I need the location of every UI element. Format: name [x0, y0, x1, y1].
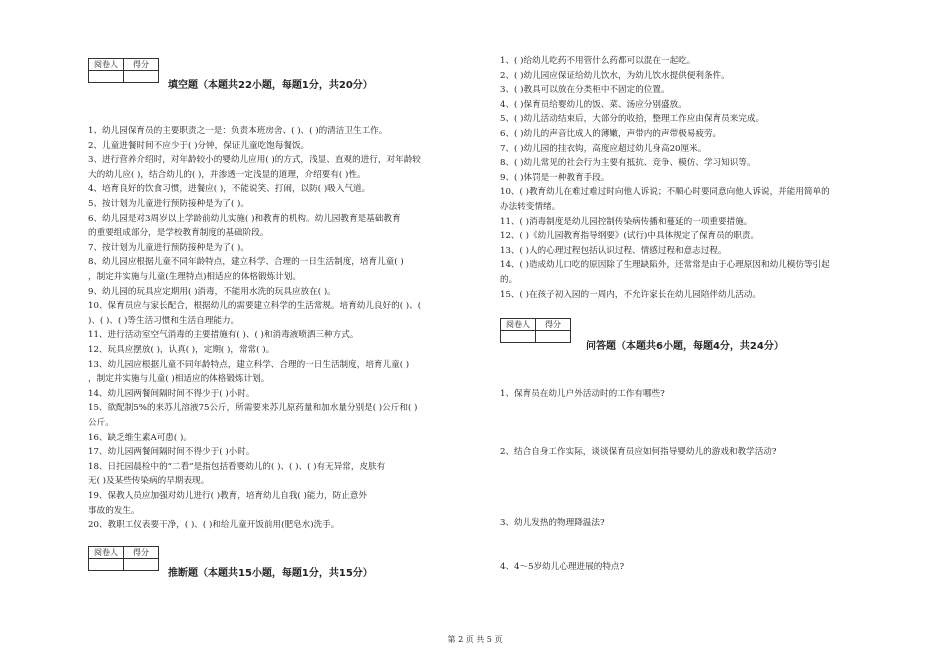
fill-section-title: 填空题（本题共22小题，每题1分，共20分） [168, 80, 373, 91]
question-line: 13、( )人的心理过程包括认识过程、情感过程和意志过程。 [500, 245, 727, 256]
grader-label: 阅卷人 [89, 547, 124, 559]
page-footer: 第 2 页 共 5 页 [447, 635, 503, 644]
question-line: 12、玩具应摆放( )，认真( )，定期( )，常常( )。 [88, 345, 275, 355]
question-line: 14、( )造成幼儿口吃的原因除了生理缺陷外，还常常是由于心理原因和幼儿模仿等引起 [500, 260, 830, 271]
question-line: 15、欲配制5%的来苏儿溶液75公斤，所需要来苏儿原药量和加水量分别是( )公斤和( ) [88, 403, 418, 414]
grader-label: 阅卷人 [501, 319, 536, 331]
question-line: 办法转变情绪。 [500, 202, 561, 212]
score-cell [124, 559, 159, 571]
question-line: 10、( )教育幼儿在难过难过时向他人诉说；不顺心时要同意向他人诉说，并能用简单的 [500, 187, 830, 198]
question-line: 3、( )教具可以放在分类柜中不固定的位置。 [500, 85, 670, 96]
question-line: 8、幼儿园应根据儿童不同年龄特点，建立科学、合理的一日生活制度，培育儿童( ) [88, 257, 404, 268]
question-line: 4、( )保育员给婴幼儿的饭、菜、汤应分别盛放。 [500, 99, 687, 110]
grader-cell [89, 71, 124, 83]
question-line: 2、儿童进餐时间不应少于( )分钟，保证儿童吃饱每餐饭。 [88, 140, 310, 151]
question-line: 16、缺乏维生素A可患( )。 [88, 432, 192, 443]
judge-section-title: 推断题（本题共15小题，每题1分，共15分） [168, 568, 373, 579]
judge-score-box [88, 546, 159, 571]
question-line: 的重要组成部分，是学校教育制度的基础阶段。 [88, 228, 269, 239]
qa-question: 2、结合自身工作实际，谈谈保育员应如何指导婴幼儿的游戏和教学活动? [500, 447, 777, 457]
question-line: 18、日托园晨检中的“二看”是指包括看婴幼儿的( )、( )、( )有无异常，皮肤有 [88, 461, 386, 472]
score-cell [536, 331, 571, 343]
grader-label: 阅卷人 [89, 59, 124, 71]
question-line: 8、( )幼儿常见的社会行为主要有抵抗、竞争、模仿、学习知识等。 [500, 158, 756, 169]
question-line: 5、( )幼儿活动结束后，大部分的收拾，整理工作应由保育员来完成。 [500, 114, 765, 125]
question-line: 事故的发生。 [88, 505, 140, 516]
question-line: ，制定并实施与儿童( )相适应的体格锻炼计划。 [88, 374, 270, 385]
qa-section-title: 问答题（本题共6小题，每题4分，共24分） [586, 341, 784, 352]
question-line: 17、幼儿园两餐间隔时间不得少于( )小时。 [88, 447, 255, 458]
question-line: 9、( )体罚是一种教育手段。 [500, 172, 610, 183]
question-line: ，制定并实施与儿童(生理特点)相适应的体格锻炼计划。 [88, 272, 301, 282]
question-line: 14、幼儿园两餐间隔时间不得少于( )小时。 [88, 388, 255, 399]
question-line: 5、按计划为儿童进行预防接种是为了( )。 [88, 199, 249, 209]
question-line: 9、幼儿园的玩具应定期用( )消毒，不能用水洗的玩具应放在( )。 [88, 286, 336, 297]
qa-score-box [500, 318, 571, 343]
question-line: 12、( )《幼儿园教育指导纲要》(试行)中具体规定了保育员的职责。 [500, 231, 760, 242]
question-line: 11、( )消毒制度是幼儿园控制传染病传播和蔓延的一项重要措施。 [500, 216, 753, 227]
qa-question: 3、幼儿发热的物理降温法? [500, 518, 605, 528]
question-line: 7、按计划为儿童进行预防接种是为了( )。 [88, 242, 249, 253]
score-label: 得分 [536, 319, 571, 331]
grader-cell [89, 559, 124, 571]
question-line: 6、( )幼儿的声音比成人的薄嫩，声带内的声带极易疲劳。 [500, 129, 722, 139]
question-line: 11、进行活动室空气消毒的主要措施有( )、( )和消毒液喷洒三种方式。 [88, 330, 359, 341]
score-label: 得分 [124, 547, 159, 559]
score-cell [124, 71, 159, 83]
question-line: 4、培育良好的饮食习惯，进餐应( )，不能说笑、打闹，以防( )吸入气道。 [88, 184, 371, 195]
question-line: 15、( )在孩子初入园的一周内，不允许家长在幼儿园陪伴幼儿活动。 [500, 289, 761, 300]
question-line: 公斤。 [88, 418, 114, 428]
question-line: 6、幼儿园是对3周岁以上学龄前幼儿实施( )和教育的机构。幼儿园教育是基础教育 [88, 213, 401, 224]
qa-question: 1、保育员在幼儿户外活动时的工作有哪些? [500, 389, 665, 399]
question-line: 大的幼儿应( )，结合幼儿的( )，并渗透一定浅显的道理，介绍要有( )性。 [88, 169, 366, 180]
fill-score-box [88, 58, 159, 83]
grader-cell [501, 331, 536, 343]
question-line: 2、( )幼儿园应保证给幼儿饮水，为幼儿饮水提供便利条件。 [500, 70, 730, 81]
question-line: 7、( )幼儿园的挂衣钩，高度应超过幼儿身高20厘米。 [500, 143, 707, 154]
question-line: 20、教职工仪表要干净，( )、( )和给儿童开饭前用(肥皂水)洗手。 [88, 520, 340, 531]
question-line: )、( )、( )等生活习惯和生活自理能力。 [88, 315, 240, 326]
question-line: 1、( )给幼儿吃药不用管什么药都可以混在一起吃。 [500, 56, 696, 66]
question-line: 10、保育员应与家长配合，根据幼儿的需要建立科学的生活常规。培育幼儿良好的( )、( [88, 301, 422, 312]
question-line: 的。 [500, 275, 518, 285]
question-line: 19、保教人员应加强对幼儿进行( )教育，培育幼儿自我( )能力，防止意外 [88, 491, 368, 501]
question-line: 13、幼儿园应根据儿童不同年龄特点，建立科学、合理的一日生活制度，培育儿童( ) [88, 359, 410, 370]
score-label: 得分 [124, 59, 159, 71]
question-line: 1、幼儿园保育员的主要职责之一是：负责本班房舍、( )、( )的清洁卫生工作。 [88, 126, 388, 136]
qa-question: 4、4～5岁幼儿心理进展的特点? [500, 562, 625, 572]
question-line: 无( )及某些传染病的早期表现。 [88, 476, 210, 487]
question-line: 3、进行营养介绍时，对年龄较小的婴幼儿应用( )的方式，浅显、直观的进行，对年龄较 [88, 155, 421, 166]
